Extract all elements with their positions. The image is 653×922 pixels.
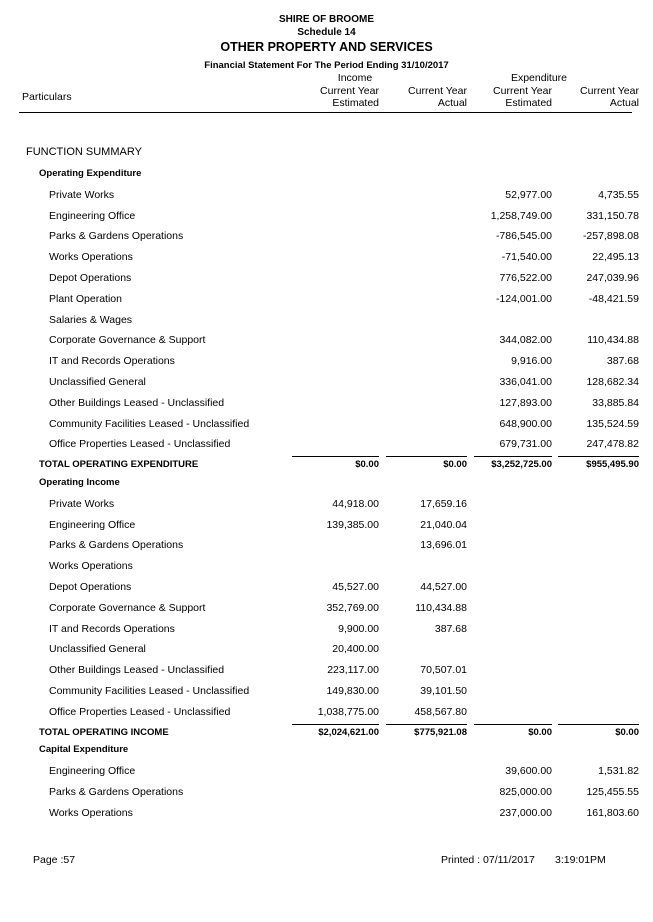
row-label: Community Facilities Leased - Unclassified — [49, 418, 250, 430]
row-label: Engineering Office — [49, 210, 136, 222]
cell-income-actual: 21,040.04 — [420, 519, 467, 531]
printed-date: Printed : 07/11/2017 — [441, 854, 535, 866]
statement-period: Financial Statement For The Period Ending 31/10/2017 — [204, 60, 449, 71]
row-label: Other Buildings Leased - Unclassified — [49, 397, 225, 409]
cell-expenditure-estimated: 336,041.00 — [499, 376, 552, 388]
cell-expenditure-actual: 22,495.13 — [592, 251, 639, 263]
table-row — [0, 376, 653, 394]
row-label: Depot Operations — [49, 581, 132, 593]
total-rule — [558, 456, 639, 457]
row-label: Plant Operation — [49, 293, 122, 305]
table-row — [0, 397, 653, 415]
cell-income-actual: $0.00 — [443, 459, 467, 470]
row-label: Unclassified General — [49, 376, 146, 388]
cell-expenditure-actual: 387.68 — [606, 355, 639, 367]
cell-expenditure-actual: 128,682.34 — [586, 376, 639, 388]
cell-income-actual: 39,101.50 — [420, 685, 467, 697]
row-label: Engineering Office — [49, 519, 136, 531]
cell-expenditure-estimated: $3,252,725.00 — [491, 459, 552, 470]
table-row — [0, 438, 653, 456]
row-label: TOTAL OPERATING EXPENDITURE — [39, 459, 199, 470]
cell-expenditure-estimated: 776,522.00 — [499, 272, 552, 284]
total-rule — [474, 456, 552, 457]
cell-income-estimated: 139,385.00 — [326, 519, 379, 531]
page-number: Page :57 — [33, 854, 76, 866]
table-row — [0, 418, 653, 436]
total-row — [0, 727, 653, 745]
schedule-label: Schedule 14 — [297, 27, 356, 38]
total-rule — [386, 456, 467, 457]
header-divider — [19, 112, 632, 113]
cell-income-estimated: $2,024,621.00 — [318, 727, 379, 738]
cell-expenditure-estimated: 679,731.00 — [499, 438, 552, 450]
table-row — [0, 230, 653, 248]
cell-income-estimated: 9,900.00 — [338, 623, 379, 635]
section-heading: Operating Income — [39, 477, 120, 488]
cell-income-actual: $775,921.08 — [414, 727, 467, 738]
table-row — [0, 498, 653, 516]
cell-expenditure-actual: 161,803.60 — [586, 807, 639, 819]
table-row — [0, 786, 653, 804]
cell-expenditure-estimated: 648,900.00 — [499, 418, 552, 430]
total-rule — [292, 724, 379, 725]
cell-income-estimated: 1,038,775.00 — [317, 706, 379, 718]
cell-expenditure-estimated: 237,000.00 — [499, 807, 552, 819]
table-row — [0, 581, 653, 599]
row-label: Works Operations — [49, 560, 133, 572]
printed-time: 3:19:01PM — [555, 854, 606, 866]
table-row — [0, 355, 653, 373]
total-rule — [474, 724, 552, 725]
cell-expenditure-actual: 125,455.55 — [586, 786, 639, 798]
row-label: Parks & Gardens Operations — [49, 539, 184, 551]
table-row — [0, 623, 653, 641]
cell-income-estimated: $0.00 — [355, 459, 379, 470]
cell-income-actual: 70,507.01 — [420, 664, 467, 676]
cell-expenditure-estimated: -124,001.00 — [495, 293, 552, 305]
section-operating-income — [0, 477, 653, 495]
table-row — [0, 293, 653, 311]
cell-expenditure-actual: -257,898.08 — [582, 230, 639, 242]
cell-expenditure-actual: 33,885.84 — [592, 397, 639, 409]
cell-income-actual: 44,527.00 — [420, 581, 467, 593]
row-label: Works Operations — [49, 807, 133, 819]
cell-expenditure-actual: 110,434.88 — [587, 334, 639, 346]
cell-expenditure-actual: 1,531.82 — [598, 765, 639, 777]
section-heading: Operating Expenditure — [39, 168, 142, 179]
row-label: Works Operations — [49, 251, 133, 263]
cell-expenditure-actual: 247,039.96 — [586, 272, 639, 284]
table-row — [0, 685, 653, 703]
function-summary-heading: FUNCTION SUMMARY — [26, 146, 142, 158]
row-label: Parks & Gardens Operations — [49, 230, 184, 242]
row-label: IT and Records Operations — [49, 355, 175, 367]
row-label: Office Properties Leased - Unclassified — [49, 438, 231, 450]
table-row — [0, 643, 653, 661]
row-label: Salaries & Wages — [49, 314, 133, 326]
table-row — [0, 807, 653, 825]
page-title: OTHER PROPERTY AND SERVICES — [220, 40, 433, 54]
income-header: Income — [337, 72, 373, 84]
row-label: Depot Operations — [49, 272, 132, 284]
cell-expenditure-actual: -48,421.59 — [588, 293, 639, 305]
cell-expenditure-actual: 135,524.59 — [586, 418, 639, 430]
cell-expenditure-estimated: 127,893.00 — [499, 397, 552, 409]
cell-income-actual: 387.68 — [434, 623, 467, 635]
table-row — [0, 706, 653, 724]
total-rule — [292, 456, 379, 457]
table-row — [0, 251, 653, 269]
cell-income-actual: 110,434.88 — [415, 602, 467, 614]
cell-income-estimated: 149,830.00 — [326, 685, 379, 697]
col-income-estimated-header: Current Year Estimated — [320, 85, 379, 109]
table-row — [0, 314, 653, 332]
total-rule — [386, 724, 467, 725]
row-label: Parks & Gardens Operations — [49, 786, 184, 798]
cell-expenditure-actual: 331,150.78 — [586, 210, 639, 222]
col-income-actual-header: Current Year Actual — [408, 85, 467, 109]
cell-expenditure-actual: 4,735.55 — [598, 189, 639, 201]
cell-expenditure-actual: $0.00 — [615, 727, 639, 738]
cell-expenditure-actual: $955,495.90 — [586, 459, 639, 470]
table-row — [0, 519, 653, 537]
cell-expenditure-estimated: -786,545.00 — [495, 230, 552, 242]
cell-income-estimated: 45,527.00 — [332, 581, 379, 593]
row-label: Private Works — [49, 498, 115, 510]
cell-income-estimated: 223,117.00 — [327, 664, 379, 676]
row-label: TOTAL OPERATING INCOME — [39, 727, 169, 738]
particulars-header: Particulars — [22, 91, 72, 103]
row-label: Other Buildings Leased - Unclassified — [49, 664, 225, 676]
section-operating-expenditure — [0, 168, 653, 186]
table-row — [0, 539, 653, 557]
cell-income-estimated: 352,769.00 — [326, 602, 379, 614]
row-label: Unclassified General — [49, 643, 146, 655]
row-label: IT and Records Operations — [49, 623, 175, 635]
cell-expenditure-estimated: 39,600.00 — [505, 765, 552, 777]
row-label: Private Works — [49, 189, 115, 201]
table-row — [0, 602, 653, 620]
section-heading: Capital Expenditure — [39, 744, 129, 755]
cell-expenditure-estimated: 1,258,749.00 — [490, 210, 552, 222]
row-label: Corporate Governance & Support — [49, 334, 206, 346]
cell-expenditure-estimated: 52,977.00 — [505, 189, 552, 201]
table-row — [0, 272, 653, 290]
expenditure-header: Expenditure — [510, 72, 568, 84]
table-row — [0, 664, 653, 682]
row-label: Corporate Governance & Support — [49, 602, 206, 614]
total-row — [0, 459, 653, 477]
organisation-name: SHIRE OF BROOME — [278, 14, 374, 25]
table-row — [0, 189, 653, 207]
cell-expenditure-estimated: $0.00 — [528, 727, 552, 738]
row-label: Community Facilities Leased - Unclassified — [49, 685, 250, 697]
table-row — [0, 210, 653, 228]
total-rule — [558, 724, 639, 725]
row-label: Office Properties Leased - Unclassified — [49, 706, 231, 718]
row-label: Engineering Office — [49, 765, 136, 777]
cell-income-estimated: 44,918.00 — [332, 498, 379, 510]
section-capital-expenditure — [0, 744, 653, 762]
col-expenditure-estimated-header: Current Year Estimated — [493, 85, 552, 109]
cell-expenditure-estimated: 344,082.00 — [499, 334, 552, 346]
col-expenditure-actual-header: Current Year Actual — [580, 85, 639, 109]
cell-expenditure-estimated: 825,000.00 — [499, 786, 552, 798]
table-row — [0, 560, 653, 578]
cell-income-actual: 458,567.80 — [414, 706, 467, 718]
cell-income-estimated: 20,400.00 — [332, 643, 379, 655]
cell-expenditure-estimated: 9,916.00 — [511, 355, 552, 367]
cell-expenditure-estimated: -71,540.00 — [501, 251, 552, 263]
cell-income-actual: 13,696.01 — [420, 539, 467, 551]
table-row — [0, 765, 653, 783]
table-row — [0, 334, 653, 352]
cell-income-actual: 17,659.16 — [420, 498, 467, 510]
cell-expenditure-actual: 247,478.82 — [586, 438, 639, 450]
